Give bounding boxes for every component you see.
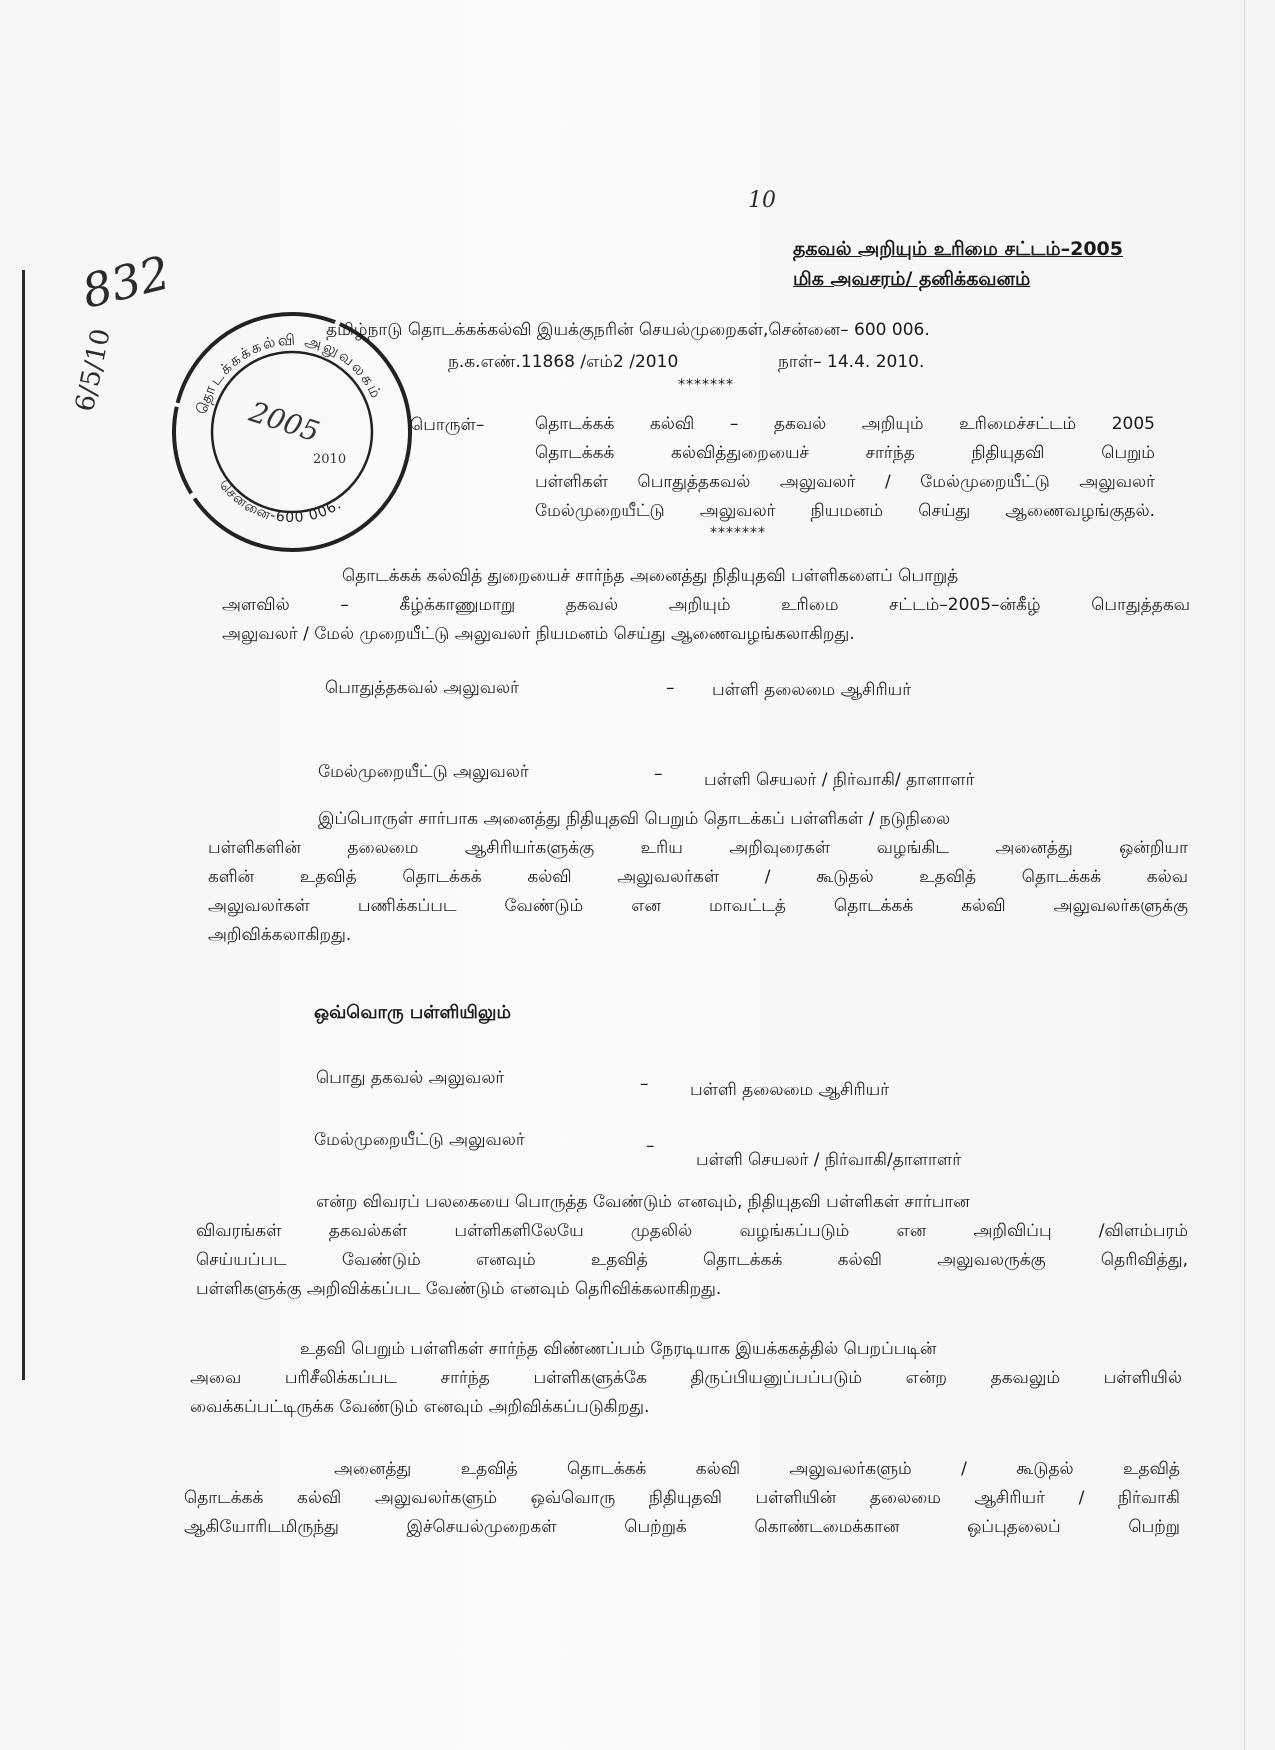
officer-holder: பள்ளி செயலர் / நிர்வாகி/ தாளாளர்	[704, 770, 975, 790]
dash: –	[654, 764, 663, 784]
handwritten-mark: 10	[748, 188, 776, 213]
paragraph-line: தொடக்கக் கல்வித் துறையைச் சார்ந்த அனைத்து நிதியுதவி பள்ளிகளைப் பொறுத்	[342, 566, 959, 586]
svg-text:தொடக்கக்கல்வி அலுவலகம்	[192, 331, 386, 417]
stamp-inner-small: 2010	[313, 452, 347, 467]
proceedings-date: நாள்– 14.4. 2010.	[778, 352, 925, 372]
office-stamp	[165, 305, 420, 560]
paragraph-line: விவரங்கள் தகவல்கள் பள்ளிகளிலேயே முதலில் வழங்கப்படும் என அறிவிப்பு /விளம்பரம்	[196, 1221, 1188, 1241]
paragraph-instructions	[208, 805, 1188, 950]
officer-holder: பள்ளி செயலர் / நிர்வாகி/தாளாளர்	[696, 1150, 962, 1170]
paragraph-line: வைக்கப்பட்டிருக்க வேண்டும் எனவும் அறிவிக்கப்படுகிறது.	[190, 1397, 650, 1417]
subject-line: தொடக்கக் கல்வித்துறையைச் சார்ந்த நிதியுதவி பெறும்	[535, 443, 1155, 463]
separator-stars: *******	[710, 525, 766, 541]
officer-role: மேல்முறையீட்டு அலுவலர்	[318, 762, 529, 782]
proceedings-title: தமிழ்நாடு தொடக்கக்கல்வி இயக்குநரின் செயல்முறைகள்,சென்னை– 600 006.	[326, 320, 930, 340]
subject-block	[535, 410, 1155, 526]
paragraph-display-board	[196, 1188, 1188, 1304]
dash: –	[640, 1074, 649, 1094]
left-margin-rule	[22, 270, 25, 1380]
paragraph-line: பள்ளிகளுக்கு அறிவிக்கப்பட வேண்டும் எனவும் தெரிவிக்கலாகிறது.	[196, 1279, 722, 1299]
subject-line: தொடக்கக் கல்வி – தகவல் அறியும் உரிமைச்சட்டம் 2005	[535, 414, 1155, 434]
paragraph-acknowledgement	[184, 1455, 1180, 1542]
paragraph-line: என்ற விவரப் பலகையை பொருத்த வேண்டும் எனவும், நிதியுதவி பள்ளிகள் சார்பான	[316, 1192, 970, 1212]
subject-line: மேல்முறையீட்டு அலுவலர் நியமனம் செய்து ஆணைவழங்குதல்.	[535, 501, 1155, 521]
paragraph-line: செய்யப்பட வேண்டும் எனவும் உதவித் தொடக்கக் கல்வி அலுவலருக்கு தெரிவித்து,	[196, 1250, 1188, 1270]
stamp-graphic	[165, 305, 420, 560]
subject-line: பள்ளிகள் பொதுத்தகவல் அலுவலர் / மேல்முறையீட்டு அலுவலர்	[535, 472, 1155, 492]
handwritten-date: 6/5/10	[70, 326, 117, 415]
paragraph-line: அலுவலர் / மேல் முறையீட்டு அலுவலர் நியமனம் செய்து ஆணைவழங்கலாகிறது.	[222, 624, 855, 644]
page-edge-shadow	[1244, 0, 1245, 1750]
handwritten-number: 832	[76, 245, 176, 319]
reference-number: ந.க.எண்.11868 /எம்2 /2010	[448, 352, 679, 372]
stamp-top-text: தொடக்கக்கல்வி அலுவலகம்	[192, 330, 387, 417]
subject-label: பொருள்–	[410, 415, 485, 435]
separator-stars: *******	[678, 377, 734, 393]
header-line-1: தகவல் அறியும் உரிமை சட்டம்–2005	[793, 238, 1123, 260]
section-heading: ஒவ்வொரு பள்ளியிலும்	[314, 1002, 511, 1023]
paragraph-line: உதவி பெறும் பள்ளிகள் சார்ந்த விண்ணப்பம் நேரடியாக இயக்ககத்தில் பெறப்படின்	[300, 1339, 937, 1359]
paragraph-line: அளவில் – கீழ்க்காணுமாறு தகவல் அறியும் உரிமை சட்டம்–2005–ன்கீழ் பொதுத்தகவ	[222, 595, 1190, 615]
dash: –	[666, 678, 675, 698]
paragraph-line: களின் உதவித் தொடக்கக் கல்வி அலுவலர்கள் / கூடுதல் உதவித் தொடக்கக் கல்வ	[208, 867, 1188, 887]
stamp-inner-text: 2005	[245, 395, 324, 449]
paragraph-line: தொடக்கக் கல்வி அலுவலர்களும் ஒவ்வொரு நிதியுதவி பள்ளியின் தலைமை ஆசிரியர் / நிர்வாகி	[184, 1488, 1180, 1508]
officer-role: பொதுத்தகவல் அலுவலர்	[325, 678, 519, 698]
paragraph-line: இப்பொருள் சார்பாக அனைத்து நிதியுதவி பெறும் தொடக்கப் பள்ளிகள் / நடுநிலை	[318, 809, 951, 829]
officer-holder: பள்ளி தலைமை ஆசிரியர்	[712, 680, 912, 700]
paragraph-line: அனைத்து உதவித் தொடக்கக் கல்வி அலுவலர்களும் / கூடுதல் உதவித்	[334, 1459, 1180, 1479]
paragraph-line: அவை பரிசீலிக்கப்பட சார்ந்த பள்ளிகளுக்கே திருப்பியனுப்பப்படும் என்ற தகவலும் பள்ளியில்	[190, 1368, 1182, 1388]
officer-role: பொது தகவல் அலுவலர்	[316, 1068, 505, 1088]
svg-text:சென்னை-600 006.	[216, 477, 345, 526]
paragraph-line: ஆகியோரிடமிருந்து இச்செயல்முறைகள் பெற்றுக் கொண்டமைக்கான ஒப்புதலைப் பெற்று	[184, 1517, 1180, 1537]
header-line-2: மிக அவசரம்/ தனிக்கவனம்	[793, 268, 1031, 290]
paragraph-line: பள்ளிகளின் தலைமை ஆசிரியர்களுக்கு உரிய அறிவுரைகள் வழங்கிட அனைத்து ஒன்றியா	[208, 838, 1188, 858]
paragraph-line: அலுவலர்கள் பணிக்கப்பட வேண்டும் என மாவட்டத் தொடக்கக் கல்வி அலுவலர்களுக்கு	[208, 896, 1188, 916]
paragraph-appointment	[222, 562, 1190, 649]
officer-holder: பள்ளி தலைமை ஆசிரியர்	[690, 1080, 890, 1100]
dash: –	[646, 1136, 655, 1156]
paragraph-applications	[190, 1335, 1182, 1422]
stamp-bottom-text: சென்னை-600 006.	[215, 477, 345, 527]
officer-role: மேல்முறையீட்டு அலுவலர்	[314, 1130, 525, 1150]
paragraph-line: அறிவிக்கலாகிறது.	[208, 925, 352, 945]
